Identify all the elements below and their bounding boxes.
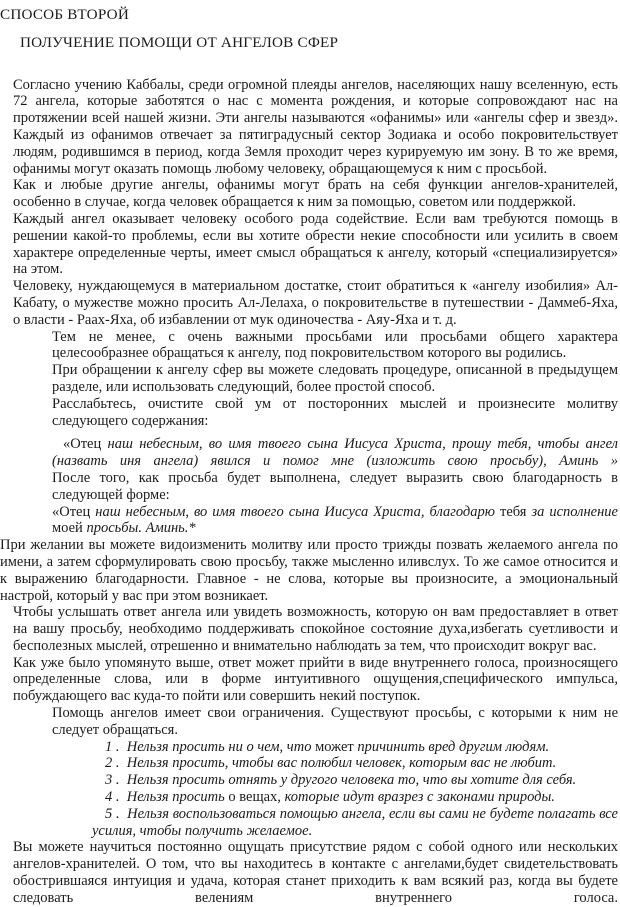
paragraph xyxy=(52,329,618,363)
text-segment: Расслабьтесь, очистите свой ум от посторонних мыслей и произнесите молитву следующего содержания: xyxy=(52,395,618,429)
text-segment: Помощь ангелов имеет свои ограничения. Существуют просьбы, с которыми к ним не следует обращаться. xyxy=(52,705,618,738)
text-segment: моей xyxy=(52,520,87,537)
paragraph xyxy=(52,396,618,430)
paragraph xyxy=(52,436,618,470)
text-segment: причинить вред другим людям. xyxy=(357,738,550,755)
paragraph xyxy=(92,739,618,756)
text-segment: Согласно учению Каббалы, среди огромной плеяды ангелов, населяющих нашу вселенную, есть 72 ангела, которые заботятся о нас с момента рождения, и которые сопровождают нас на протяжении всей нашей жизни. Эти ангелы называются «офанимы» или «ангелы сфер и звезд». Каждый из офанимов отвечает за пятиградусный сектор Зодиака и особо покровительствует людям, родившимся в период, когда Земля проходит через курируемую им зону. В то же время, офанимы могут оказать помощь любому человеку, обращающемуся к ним с просьбой. xyxy=(13,76,618,177)
paragraph xyxy=(13,604,618,654)
paragraph xyxy=(13,177,618,211)
text-segment: При желании вы можете видоизменить молитву или просто трижды позвать желаемого ангела по имени, а затем сформулировать свою просьбу, также мысленно иливслух. То же самое относится и к выражению благодарности. Главное - не слова, которые вы произносите, а эмоциональный настрой, который у вас при этом возникает. xyxy=(0,537,618,604)
text-segment: 4 . Нельзя просить xyxy=(105,789,229,806)
text-segment: Чтобы услышать ответ ангела или увидеть возможность, которую он вам предоставляет в ответ на вашу просьбу, необходимо поддерживать спокойное состояние духа,избегать суетливости и бесполезных мыслей, отрешенно и внимательно наблюдать за тем, что происходит вокруг вас. xyxy=(13,604,618,654)
paragraph xyxy=(92,789,618,806)
section-heading: СПОСОБ ВТОРОЙ xyxy=(0,6,130,23)
text-segment: которые идут вразрез с законами природы. xyxy=(284,789,555,806)
text-segment: просьбы. Аминь.* xyxy=(86,520,196,537)
text-segment: Как и любые другие ангелы, офанимы могут брать на себя функции ангелов-хранителей, особенно в случае, когда человек обращается к ним за помощью, советом или поддержкой. xyxy=(13,177,618,211)
paragraph xyxy=(13,211,618,278)
paragraph xyxy=(92,755,618,772)
text-segment: наш небесным, во имя твоего сына Иисуса Христа, благодарю xyxy=(95,503,495,520)
text-segment: 2 . Нельзя просить, чтобы вас полюбил человек, которым вас не любит. xyxy=(105,755,557,772)
text-segment: «Отец xyxy=(63,436,108,453)
text-segment: 5 . Нельзя воспользоваться помощью ангела, если вы сами не будете полагать все усилия, чтобы получить желаемое. xyxy=(92,805,618,839)
paragraph xyxy=(52,470,618,504)
chapter-heading: ПОЛУЧЕНИЕ ПОМОЩИ ОТ АНГЕЛОВ СФЕР xyxy=(20,33,339,51)
text-segment: Человеку, нуждающемуся в материальном достатке, стоит обратиться к «ангелу изобилия» Ал-Кабату, о мужестве можно просить Ал-Лелаха, о покровительстве в путешествии - Даммеб-Яха, о власти - Раах-Яха, об избавлении от мук одиночества - Аяу-Яха и т. д. xyxy=(13,278,618,328)
text-segment: Как уже было упомянуто выше, ответ может прийти в виде внутреннего голоса, произносящего определенные слова, или в форме интуитивного ощущения,специфического импульса, побуждающего вас куда-то пойти или совершить некий поступок. xyxy=(13,654,618,705)
text-segment: наш небесным, во имя твоего сына Иисуса Христа, прошу тебя, чтобы ангел (назвать иня ангела) явился и помог мне (изложить свою просьбу), Аминь » xyxy=(52,436,618,470)
text-segment: При обращении к ангелу сфер вы можете следовать процедуре, описанной в предыдущем разделе, или использовать следующий, более простой способ. xyxy=(52,362,618,395)
text-segment: Вы можете научиться постоянно ощущать присутствие рядом с собой одного или нескольких ангелов-хранителей. О том, что вы находитесь в контакте с ангелами,будет свидетельствовать обострившаяся интуиция и удача, которая станет приходить к вам всякий раз, когда вы будете следовать велениям внутреннего голоса. xyxy=(13,839,618,906)
text-segment: Каждый ангел оказывает человеку особого рода содействие. Если вам требуются помощь в решении какой-то проблемы, если вы хотите обрести некие способности или усилить в своем характере определенные черты, имеет смысл обращаться к ангелу, который «специализируется» на этом. xyxy=(13,210,618,278)
text-segment: 3 . Нельзя просить отнять у другого человека то, что вы хотите для себя. xyxy=(105,772,577,789)
paragraph xyxy=(13,77,618,178)
paragraph xyxy=(13,655,618,705)
text-segment: за исполнение xyxy=(531,503,618,520)
text-segment: о вещах, xyxy=(228,789,285,806)
text-segment: может xyxy=(315,738,358,755)
paragraph xyxy=(52,504,618,538)
text-segment: После того, как просьба будет выполнена, следует выразить свою благодарность в следующей форме: xyxy=(52,469,618,503)
text-segment: 1 . Нельзя просить ни о чем, что xyxy=(105,738,316,755)
paragraph xyxy=(0,537,618,604)
text-segment: «Отец xyxy=(52,503,96,520)
paragraph xyxy=(13,839,618,906)
paragraph xyxy=(52,705,618,739)
text-segment: тебя xyxy=(494,503,532,520)
paragraph xyxy=(13,278,618,328)
document-body xyxy=(0,77,618,907)
paragraph xyxy=(92,806,618,840)
text-segment: Тем не менее, с очень важными просьбами или просьбами общего характера целесообразнее обращаться к ангелу, под покровительством которого вы родились. xyxy=(52,328,618,362)
paragraph xyxy=(52,362,618,396)
paragraph xyxy=(92,772,618,789)
